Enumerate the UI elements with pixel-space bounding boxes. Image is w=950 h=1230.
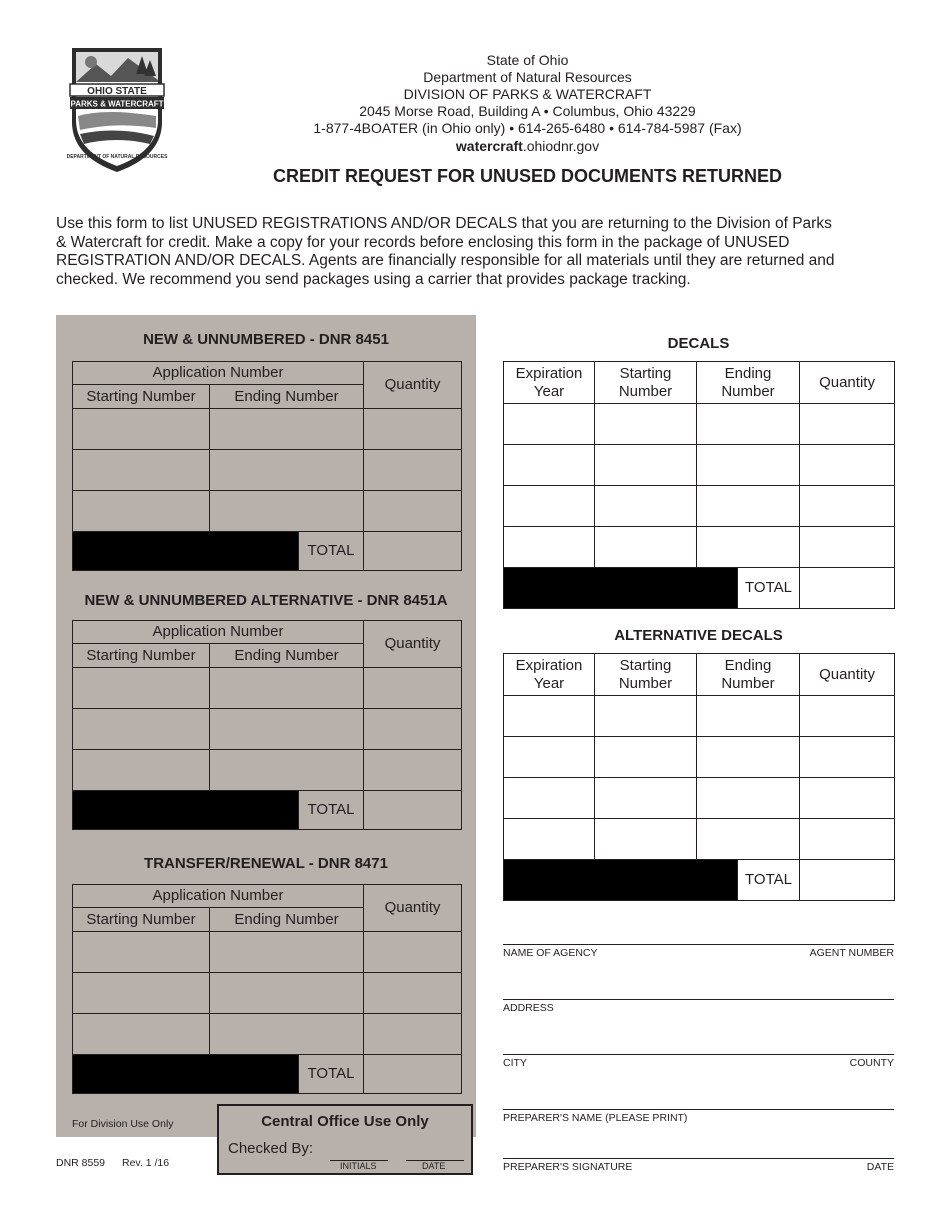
- expiration-year-cell[interactable]: [504, 486, 595, 527]
- expiration-text: Expiration: [515, 656, 583, 674]
- section-title-decals: DECALS: [667, 335, 730, 352]
- ending-number-cell[interactable]: [697, 445, 800, 486]
- quantity-cell[interactable]: [364, 668, 462, 709]
- ending-text: Ending: [724, 656, 772, 674]
- table-row: [73, 709, 462, 750]
- city-label: CITY: [503, 1057, 527, 1069]
- starting-number-cell[interactable]: [595, 737, 697, 778]
- initials-label: INITIALS: [340, 1161, 377, 1171]
- starting-text: Starting: [619, 656, 672, 674]
- expiration-text: Expiration: [515, 364, 583, 382]
- table-row: [73, 1014, 462, 1055]
- agency-name-field[interactable]: [503, 944, 894, 945]
- quantity-cell[interactable]: [364, 932, 462, 973]
- header-starting-number: Starting Number: [73, 385, 210, 409]
- ending-number-cell[interactable]: [210, 409, 364, 450]
- starting-number-cell[interactable]: [595, 527, 697, 568]
- logo-bottom-text: DEPARTMENT OF NATURAL RESOURCES: [66, 154, 168, 160]
- table-row: [73, 932, 462, 973]
- total-label: TOTAL: [738, 860, 800, 901]
- table-decals: [503, 361, 895, 609]
- section-title-alt-decals: ALTERNATIVE DECALS: [614, 627, 783, 644]
- section-title-transfer-renewal: TRANSFER/RENEWAL - DNR 8471: [144, 855, 388, 872]
- header-division: DIVISION OF PARKS & WATERCRAFT: [403, 86, 652, 102]
- total-label: TOTAL: [738, 568, 800, 609]
- quantity-cell[interactable]: [364, 1014, 462, 1055]
- ending-number-cell[interactable]: [697, 527, 800, 568]
- address-field[interactable]: [503, 999, 894, 1000]
- blacked-out-area: [504, 860, 738, 901]
- ending-number-cell[interactable]: [697, 819, 800, 860]
- table-row: [504, 486, 895, 527]
- header-expiration-year: [504, 362, 595, 404]
- starting-number-cell[interactable]: [73, 932, 210, 973]
- header-department: Department of Natural Resources: [423, 69, 632, 85]
- quantity-cell[interactable]: [364, 750, 462, 791]
- table-new-unnumbered: [72, 361, 462, 571]
- starting-number-cell[interactable]: [595, 819, 697, 860]
- expiration-year-cell[interactable]: [504, 819, 595, 860]
- header-quantity: Quantity: [364, 362, 462, 409]
- central-office-box: [217, 1104, 473, 1175]
- starting-number-cell[interactable]: [595, 696, 697, 737]
- total-quantity-cell[interactable]: [364, 791, 462, 830]
- starting-number-cell[interactable]: [73, 668, 210, 709]
- table-row: [504, 778, 895, 819]
- ohio-state-parks-logo: [66, 44, 168, 174]
- blacked-out-area: [73, 791, 299, 830]
- header-address: 2045 Morse Road, Building A • Columbus, Ohio 43229: [359, 103, 696, 119]
- header-ending-number: Ending Number: [210, 385, 364, 409]
- ending-number-cell[interactable]: [697, 696, 800, 737]
- ending-number-cell[interactable]: [210, 932, 364, 973]
- ending-number-cell[interactable]: [210, 750, 364, 791]
- starting-number-cell[interactable]: [73, 973, 210, 1014]
- quantity-cell[interactable]: [800, 404, 895, 445]
- ending-text: Ending: [724, 364, 772, 382]
- ending-number-cell[interactable]: [697, 404, 800, 445]
- ending-number-cell[interactable]: [697, 486, 800, 527]
- header-starting-number: Starting Number: [73, 908, 210, 932]
- total-label: TOTAL: [299, 532, 364, 571]
- section-title-new-unnumbered-alt: NEW & UNNUMBERED ALTERNATIVE - DNR 8451A: [84, 592, 448, 609]
- checked-by-label: Checked By:: [228, 1140, 314, 1157]
- city-county-field[interactable]: [503, 1054, 894, 1055]
- expiration-year-cell[interactable]: [504, 445, 595, 486]
- table-row: [73, 973, 462, 1014]
- header-quantity: Quantity: [800, 654, 895, 696]
- quantity-cell[interactable]: [800, 486, 895, 527]
- signature-date-label: DATE: [866, 1161, 894, 1173]
- table-row: [504, 819, 895, 860]
- preparer-signature-field[interactable]: [503, 1158, 894, 1159]
- website-rest: .ohiodnr.gov: [522, 138, 600, 154]
- table-row: [73, 491, 462, 532]
- form-number: DNR 8559: [56, 1157, 106, 1169]
- starting-number-cell[interactable]: [595, 486, 697, 527]
- table-row: [504, 404, 895, 445]
- ending-number-cell[interactable]: [210, 491, 364, 532]
- header-website: [280, 138, 775, 155]
- ending-number-cell[interactable]: [697, 737, 800, 778]
- total-quantity-cell[interactable]: [800, 568, 895, 609]
- total-quantity-cell[interactable]: [364, 532, 462, 571]
- section-title-new-unnumbered: NEW & UNNUMBERED - DNR 8451: [143, 331, 389, 348]
- header-quantity: Quantity: [364, 885, 462, 932]
- date-label: DATE: [422, 1161, 446, 1171]
- county-label: COUNTY: [849, 1057, 894, 1069]
- form-title: CREDIT REQUEST FOR UNUSED DOCUMENTS RETURNED: [272, 166, 783, 186]
- starting-number-cell[interactable]: [595, 778, 697, 819]
- table-row: [73, 668, 462, 709]
- expiration-year-cell[interactable]: [504, 404, 595, 445]
- quantity-cell[interactable]: [800, 737, 895, 778]
- year-text: Year: [533, 674, 565, 692]
- address-label: ADDRESS: [503, 1002, 554, 1014]
- table-transfer-renewal: [72, 884, 462, 1094]
- header-ending-number: Ending Number: [210, 908, 364, 932]
- number-text: Number: [721, 674, 775, 692]
- quantity-cell[interactable]: [364, 709, 462, 750]
- total-quantity-cell[interactable]: [364, 1055, 462, 1094]
- website-bold: watercraft: [455, 138, 523, 154]
- agency-name-label: NAME OF AGENCY: [503, 947, 598, 959]
- starting-number-cell[interactable]: [595, 404, 697, 445]
- header-phone: 1-877-4BOATER (in Ohio only) • 614-265-6480 • 614-784-5987 (Fax): [313, 120, 742, 136]
- header-starting-number: Starting Number: [73, 644, 210, 668]
- quantity-cell[interactable]: [364, 491, 462, 532]
- blacked-out-area: [73, 1055, 299, 1094]
- number-text: Number: [618, 382, 673, 400]
- starting-number-cell[interactable]: [595, 445, 697, 486]
- quantity-cell[interactable]: [800, 778, 895, 819]
- starting-text: Starting: [619, 364, 672, 382]
- logo-banner-text: PARKS & WATERCRAFT: [70, 99, 164, 109]
- table-row: [504, 737, 895, 778]
- quantity-cell[interactable]: [364, 450, 462, 491]
- table-row: [73, 450, 462, 491]
- quantity-cell[interactable]: [800, 527, 895, 568]
- header-expiration-year: [504, 654, 595, 696]
- ending-number-cell[interactable]: [210, 1014, 364, 1055]
- total-label: TOTAL: [299, 791, 364, 830]
- table-row: [504, 696, 895, 737]
- year-text: Year: [533, 382, 565, 400]
- agent-number-label: AGENT NUMBER: [809, 947, 894, 959]
- table-row: [73, 750, 462, 791]
- header-starting-number: [595, 362, 697, 404]
- table-alt-decals: [503, 653, 895, 901]
- table-row: [73, 409, 462, 450]
- quantity-cell[interactable]: [364, 409, 462, 450]
- ending-number-cell[interactable]: [210, 668, 364, 709]
- blacked-out-area: [73, 532, 299, 571]
- form-revision: Rev. 1 /16: [122, 1157, 170, 1169]
- quantity-cell[interactable]: [800, 819, 895, 860]
- ending-number-cell[interactable]: [210, 450, 364, 491]
- header-application-number: Application Number: [73, 885, 364, 908]
- table-new-unnumbered-alt: [72, 620, 462, 830]
- expiration-year-cell[interactable]: [504, 696, 595, 737]
- expiration-year-cell[interactable]: [504, 527, 595, 568]
- header-application-number: Application Number: [73, 362, 364, 385]
- quantity-cell[interactable]: [800, 696, 895, 737]
- ending-number-cell[interactable]: [697, 778, 800, 819]
- total-quantity-cell[interactable]: [800, 860, 895, 901]
- header-ending-number: [697, 654, 800, 696]
- central-office-title: Central Office Use Only: [261, 1113, 429, 1130]
- quantity-cell[interactable]: [800, 445, 895, 486]
- number-text: Number: [618, 674, 673, 692]
- header-ending-number: [697, 362, 800, 404]
- preparer-signature-label: PREPARER'S SIGNATURE: [503, 1161, 633, 1173]
- logo-top-text: OHIO STATE: [87, 86, 147, 97]
- table-row: [504, 527, 895, 568]
- starting-number-cell[interactable]: [73, 750, 210, 791]
- expiration-year-cell[interactable]: [504, 737, 595, 778]
- header-application-number: Application Number: [73, 621, 364, 644]
- starting-number-cell[interactable]: [73, 709, 210, 750]
- starting-number-cell[interactable]: [73, 450, 210, 491]
- header-quantity: Quantity: [800, 362, 895, 404]
- header-starting-number: [595, 654, 697, 696]
- preparer-name-field[interactable]: [503, 1109, 894, 1110]
- quantity-cell[interactable]: [364, 973, 462, 1014]
- starting-number-cell[interactable]: [73, 491, 210, 532]
- expiration-year-cell[interactable]: [504, 778, 595, 819]
- starting-number-cell[interactable]: [73, 409, 210, 450]
- blacked-out-area: [504, 568, 738, 609]
- ending-number-cell[interactable]: [210, 973, 364, 1014]
- preparer-name-label: PREPARER'S NAME (PLEASE PRINT): [503, 1112, 688, 1124]
- number-text: Number: [721, 382, 775, 400]
- header-state: State of Ohio: [486, 52, 569, 68]
- header-quantity: Quantity: [364, 621, 462, 668]
- division-use-label: For Division Use Only: [72, 1118, 174, 1130]
- intro-paragraph: Use this form to list UNUSED REGISTRATIONS AND/OR DECALS that you are returning to the Division of Parks & Watercraft for credit. Make a copy for your records before enclosing this form in the package of UNUSED REGISTRATION AND/OR DECALS. Agents are financially responsible for all materials until they are returned and checked. We recommend you send packages using a carrier that provides package tracking.: [56, 215, 835, 288]
- total-label: TOTAL: [299, 1055, 364, 1094]
- header-ending-number: Ending Number: [210, 644, 364, 668]
- table-row: [504, 445, 895, 486]
- starting-number-cell[interactable]: [73, 1014, 210, 1055]
- ending-number-cell[interactable]: [210, 709, 364, 750]
